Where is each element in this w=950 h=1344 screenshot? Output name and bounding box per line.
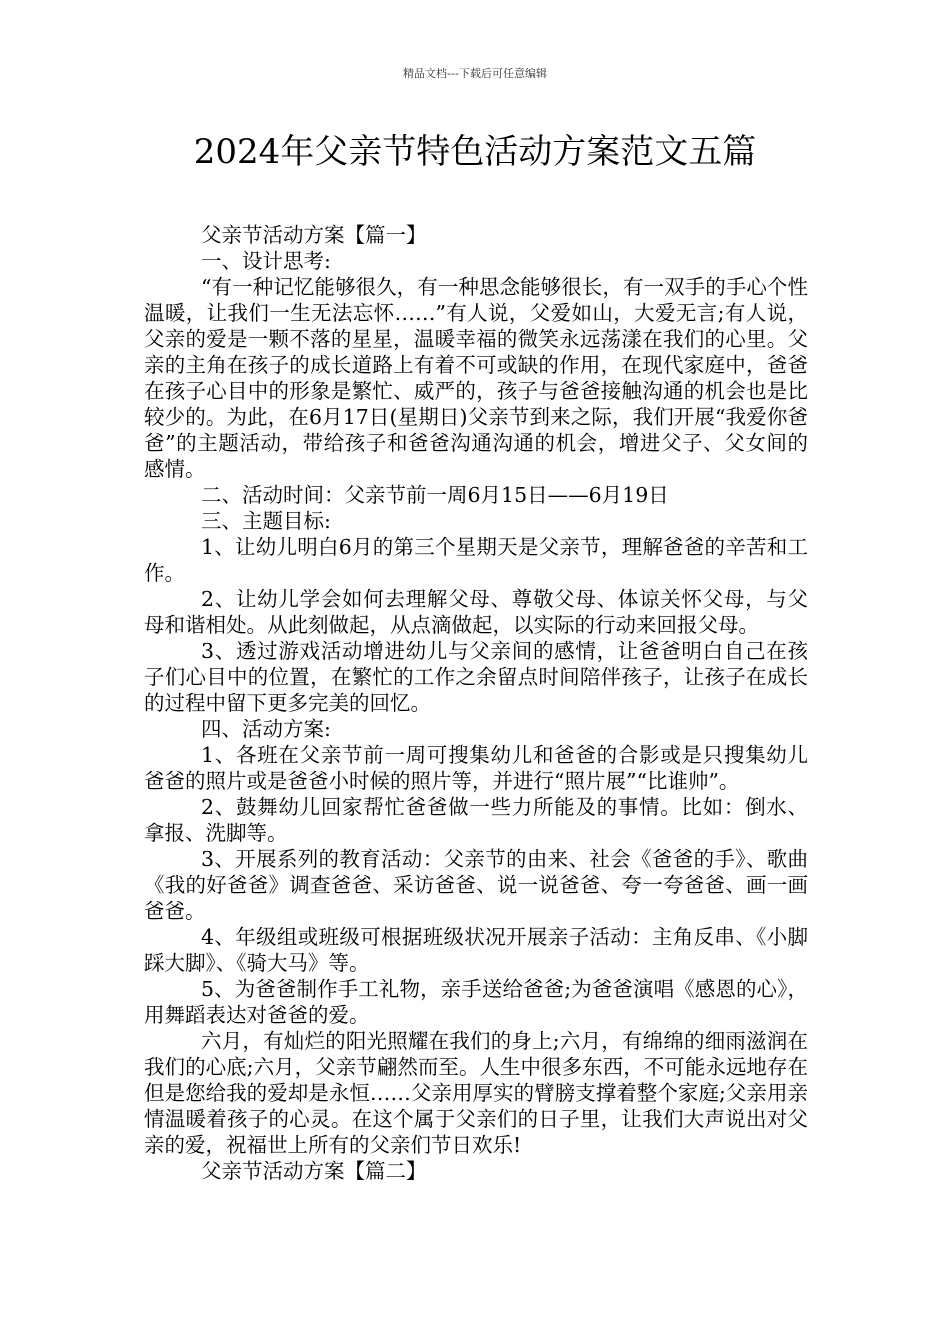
paragraph: 六月，有灿烂的阳光照耀在我们的身上;六月，有绵绵的细雨滋润在我们的心底;六月，父亲节翩然而至。人生中很多东西，不可能永远地存在但是您给我的爱却是永恒……父亲用厚实的臂膀支撑着整个家庭;父亲用亲情温暖着孩子的心灵。在这个属于父亲们的日子里，让我们大声说出对父亲的爱，祝福世上所有的父亲们节日欢乐!: [144, 1029, 808, 1157]
header-note: 精品文档---下载后可任意编辑: [403, 67, 547, 80]
section-heading: 父亲节活动方案【篇二】: [201, 1159, 427, 1183]
section-heading: 父亲节活动方案【篇一】: [201, 223, 427, 247]
list-item: 1、各班在父亲节前一周可搜集幼儿和爸爸的合影或是只搜集幼儿爸爸的照片或是爸爸小时候的照片等，并进行“照片展”“比谁帅”。: [144, 743, 808, 793]
subheading: 三、主题目标:: [201, 509, 331, 533]
list-item: 1、让幼儿明白6月的第三个星期天是父亲节，理解爸爸的辛苦和工作。: [144, 535, 808, 585]
list-item: 4、年级组或班级可根据班级状况开展亲子活动：主角反串、《小脚踩大脚》、《骑大马》等。: [144, 925, 808, 975]
list-item: 3、开展系列的教育活动：父亲节的由来、社会《爸爸的手》、歌曲《我的好爸爸》调查爸爸、采访爸爸、说一说爸爸、夸一夸爸爸、画一画爸爸。: [144, 847, 808, 923]
subheading: 四、活动方案:: [201, 717, 331, 741]
document-title: 2024年父亲节特色活动方案范文五篇: [193, 132, 757, 172]
list-item: 5、为爸爸制作手工礼物，亲手送给爸爸;为爸爸演唱《感恩的心》，用舞蹈表达对爸爸的爱。: [144, 977, 808, 1027]
document-body: [144, 222, 808, 1184]
subheading: 一、设计思考:: [201, 249, 331, 273]
list-item: 2、让幼儿学会如何去理解父母、尊敬父母、体谅关怀父母，与父母和谐相处。从此刻做起，从点滴做起，以实际的行动来回报父母。: [144, 587, 808, 637]
list-item: 3、透过游戏活动增进幼儿与父亲间的感情，让爸爸明白自己在孩子们心目中的位置，在繁忙的工作之余留点时间陪伴孩子，让孩子在成长的过程中留下更多完美的回忆。: [144, 639, 808, 715]
subheading: 二、活动时间：父亲节前一周6月15日——6月19日: [201, 483, 669, 507]
list-item: 2、鼓舞幼儿回家帮忙爸爸做一些力所能及的事情。比如：倒水、拿报、洗脚等。: [144, 795, 808, 845]
paragraph: “有一种记忆能够很久，有一种思念能够很长，有一双手的手心个性温暖，让我们一生无法忘怀……”有人说，父爱如山，大爱无言;有人说，父亲的爱是一颗不落的星星，温暖幸福的微笑永远荡漾在我们的心里。父亲的主角在孩子的成长道路上有着不可或缺的作用，在现代家庭中，爸爸在孩子心目中的形象是繁忙、威严的，孩子与爸爸接触沟通的机会也是比较少的。为此，在6月17日(星期日)父亲节到来之际，我们开展“我爱你爸爸”的主题活动，带给孩子和爸爸沟通沟通的机会，增进父子、父女间的感情。: [144, 275, 808, 481]
